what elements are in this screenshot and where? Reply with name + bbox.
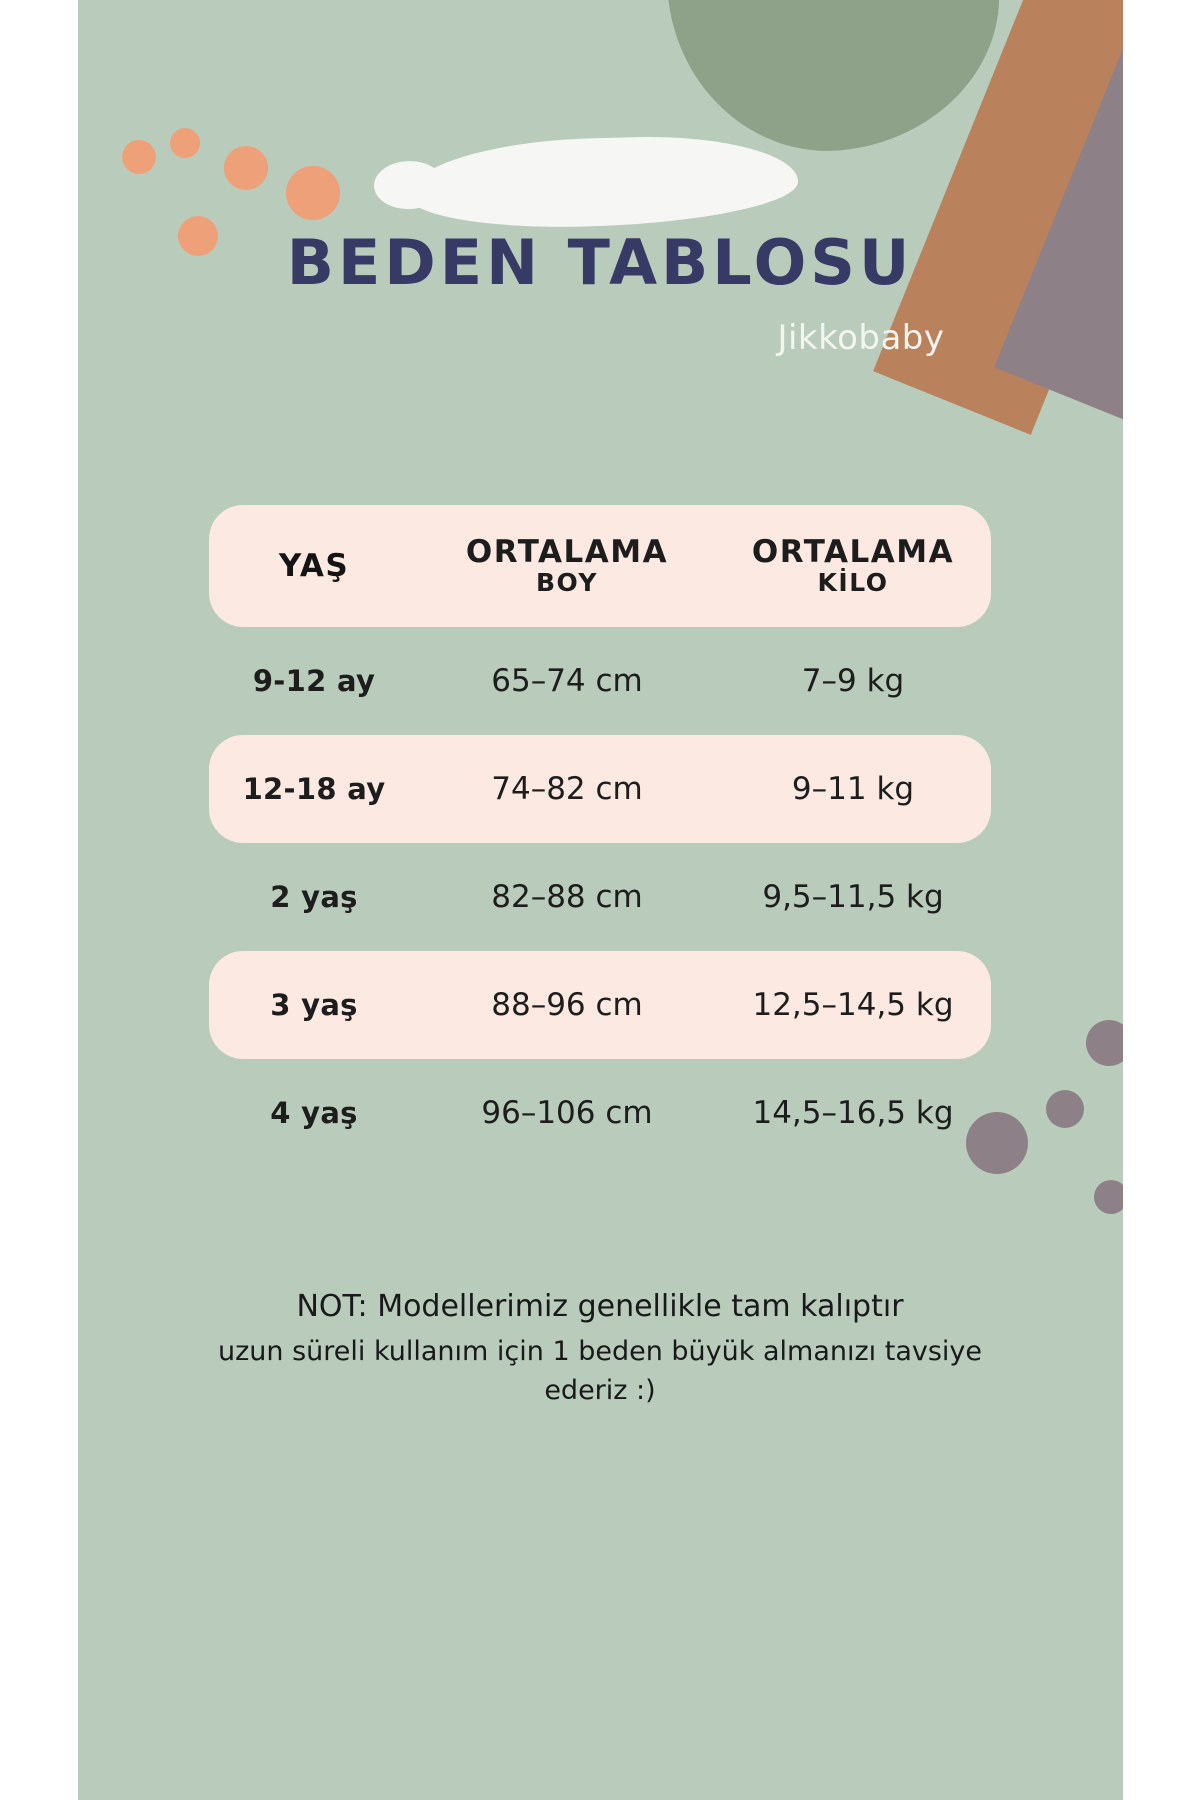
cell-age: 9-12 ay: [252, 664, 376, 698]
header-weight: [715, 535, 991, 598]
table-row: [209, 627, 991, 735]
header-age: YAŞ: [278, 548, 350, 584]
cell-weight: 9–11 kg: [791, 771, 915, 807]
table-row: [209, 843, 991, 951]
cell-weight: 14,5–16,5 kg: [752, 1095, 954, 1131]
header-weight-top: ORTALAMA: [751, 533, 955, 570]
table-row: [209, 951, 991, 1059]
page-title: BEDEN TABLOSU: [286, 226, 914, 299]
brand-name: Jikkobaby: [777, 318, 945, 358]
size-chart-poster: [78, 0, 1123, 1800]
header-height: [419, 535, 715, 598]
cell-age: 12-18 ay: [242, 772, 386, 806]
cell-weight: 12,5–14,5 kg: [752, 987, 954, 1023]
poster-header: [78, 0, 1123, 358]
grey-dot-icon: [1086, 1020, 1123, 1066]
table-header-row: [209, 505, 991, 627]
table-row: [209, 735, 991, 843]
cell-age: 4 yaş: [270, 1096, 358, 1130]
note-line-2: uzun süreli kullanım için 1 beden büyük almanızı tavsiye ederiz :): [217, 1335, 983, 1406]
cell-weight: 7–9 kg: [801, 663, 905, 699]
header-height-bottom: BOY: [535, 568, 599, 598]
cell-height: 74–82 cm: [491, 771, 643, 807]
note-block: [200, 1287, 1000, 1410]
note-line-1: NOT: Modellerimiz genellikle tam kalıptır: [296, 1289, 904, 1324]
grey-dot-icon: [1094, 1180, 1123, 1214]
cell-height: 96–106 cm: [481, 1095, 653, 1131]
table-row: [209, 1059, 991, 1167]
header-height-top: ORTALAMA: [465, 533, 669, 570]
cell-height: 82–88 cm: [491, 879, 643, 915]
cell-age: 2 yaş: [270, 880, 358, 914]
cell-height: 88–96 cm: [491, 987, 643, 1023]
cell-weight: 9,5–11,5 kg: [762, 879, 944, 915]
cell-age: 3 yaş: [270, 988, 358, 1022]
header-weight-bottom: KİLO: [817, 568, 889, 598]
cell-height: 65–74 cm: [491, 663, 643, 699]
grey-dot-icon: [1046, 1090, 1084, 1128]
size-table: [209, 505, 991, 1167]
